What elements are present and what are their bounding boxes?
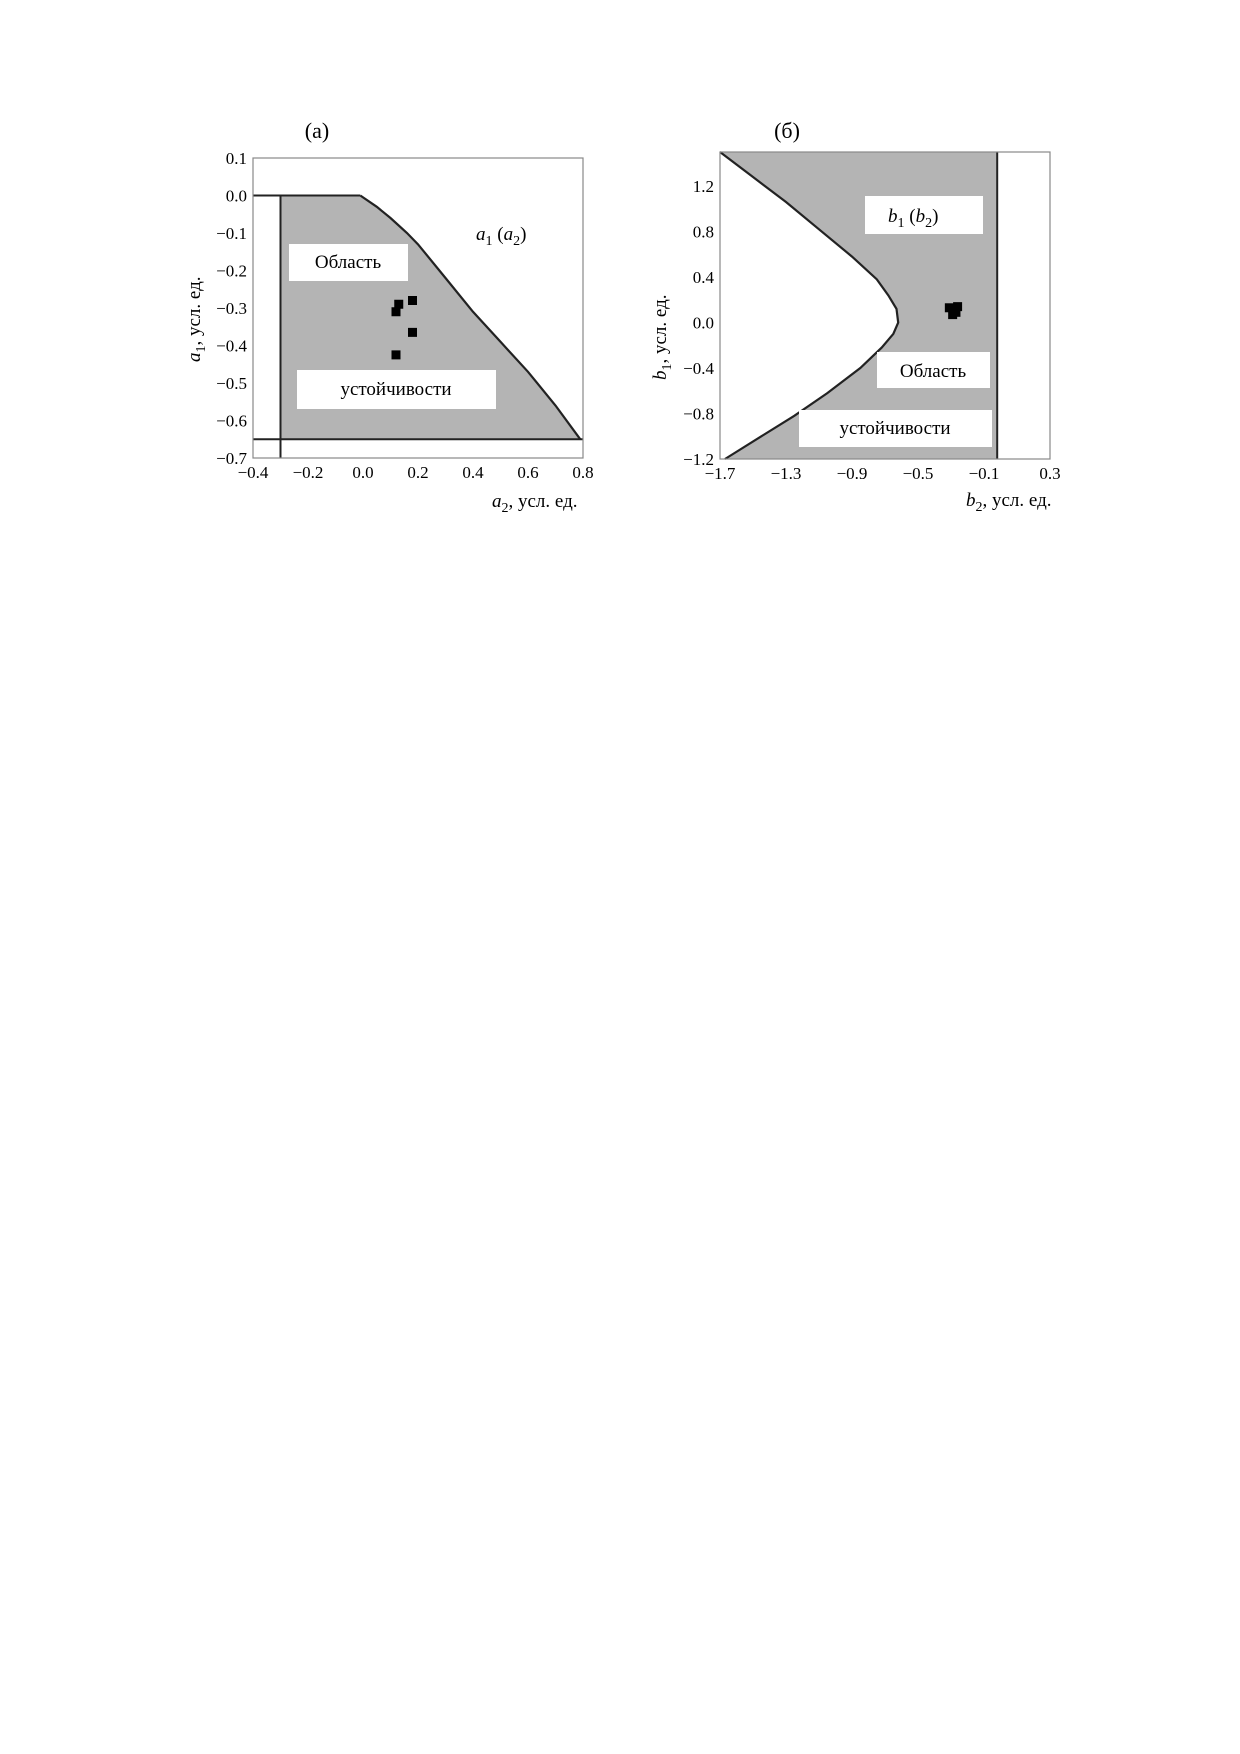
y-axis-label-b-var: b — [650, 370, 671, 380]
panel-label-a: (а) — [304, 118, 330, 143]
curve-label-a-arg: a — [503, 224, 514, 245]
x-tick-labels-a — [238, 463, 594, 482]
y-tick-label: 1.2 — [692, 177, 714, 197]
x-axis-label-a-sub: 2 — [501, 501, 509, 516]
curve-label-a-close: ) — [520, 224, 527, 245]
y-tick-label: −0.1 — [216, 224, 247, 243]
data-point — [392, 350, 401, 359]
data-point — [392, 307, 401, 316]
x-tick-label: 0.0 — [352, 463, 374, 482]
y-tick-label: 0.0 — [692, 313, 714, 333]
y-tick-label: 0.1 — [225, 149, 247, 168]
y-axis-label-b-unit: , усл. ед. — [650, 294, 671, 364]
x-axis-label-b — [966, 490, 1052, 515]
x-tick-label: 0.6 — [517, 463, 539, 482]
y-tick-label: 0.8 — [692, 222, 714, 242]
curve-label-a-open: ( — [492, 224, 504, 245]
y-axis-label-a-unit: , усл. ед. — [184, 276, 205, 346]
y-tick-label: −0.8 — [683, 404, 714, 424]
x-tick-label: 0.4 — [462, 463, 484, 482]
y-tick-label: −0.4 — [683, 359, 714, 379]
x-axis-label-b-sub: 2 — [975, 500, 983, 515]
curve-label-a-var: a — [476, 224, 486, 245]
x-tick-label: −0.4 — [237, 463, 269, 482]
region-label-b2: устойчивости — [839, 418, 951, 439]
x-axis-label-b-var: b — [966, 490, 976, 511]
data-point — [948, 310, 957, 319]
region-label-a1: Область — [314, 252, 382, 273]
curve-label-b-open: ( — [904, 206, 916, 227]
x-tick-label: −1.7 — [704, 464, 736, 483]
x-tick-labels-b — [705, 464, 1061, 483]
y-axis-label-b — [650, 294, 675, 380]
y-tick-label: −0.4 — [216, 336, 247, 356]
x-tick-label: −0.5 — [902, 464, 934, 483]
y-tick-label: 0.4 — [692, 268, 714, 288]
curve-label-a — [476, 224, 526, 249]
y-tick-label: −0.7 — [216, 449, 247, 468]
chart-b — [650, 118, 1061, 515]
x-tick-label: 0.8 — [572, 463, 594, 482]
region-label-b1: Область — [899, 361, 967, 382]
x-axis-label-b-unit: , усл. ед. — [982, 490, 1052, 511]
y-axis-label-a-var: a — [184, 352, 205, 362]
panel-label-b: (б) — [774, 118, 800, 143]
x-tick-label: 0.3 — [1039, 464, 1061, 483]
curve-label-a-sub: 1 — [485, 234, 493, 249]
y-tick-label: −0.5 — [216, 374, 247, 393]
curve-label-b-var: b — [888, 206, 898, 227]
y-tick-label: −0.6 — [216, 411, 247, 431]
y-axis-label-a-sub: 1 — [194, 345, 209, 353]
curve-label-b-arg: b — [915, 206, 926, 227]
curve-label-a-argsub: 2 — [513, 234, 521, 249]
chart-a — [184, 118, 594, 516]
x-axis-label-a-unit: , усл. ед. — [508, 491, 578, 512]
x-tick-label: −1.3 — [770, 464, 802, 483]
y-tick-label: −1.2 — [683, 450, 714, 469]
y-tick-label: 0.0 — [225, 186, 247, 206]
data-point — [408, 328, 417, 337]
x-tick-label: −0.1 — [968, 464, 1000, 483]
curve-label-b-argsub: 2 — [925, 216, 933, 231]
curve-label-b-sub: 1 — [897, 216, 905, 231]
y-tick-label: −0.2 — [216, 261, 247, 281]
x-axis-label-a — [492, 491, 578, 516]
data-point — [408, 296, 417, 305]
y-axis-label-b-sub: 1 — [660, 363, 675, 371]
y-tick-label: −0.3 — [216, 299, 247, 318]
curve-label-b-close: ) — [932, 206, 939, 227]
x-axis-label-a-var: a — [492, 491, 502, 512]
y-tick-labels-b — [683, 177, 714, 469]
x-tick-label: −0.2 — [292, 463, 324, 482]
y-axis-label-a — [184, 276, 209, 362]
region-label-a2: устойчивости — [340, 379, 452, 400]
y-tick-labels-a — [216, 149, 247, 468]
x-tick-label: 0.2 — [407, 463, 429, 482]
x-tick-label: −0.9 — [836, 464, 868, 483]
